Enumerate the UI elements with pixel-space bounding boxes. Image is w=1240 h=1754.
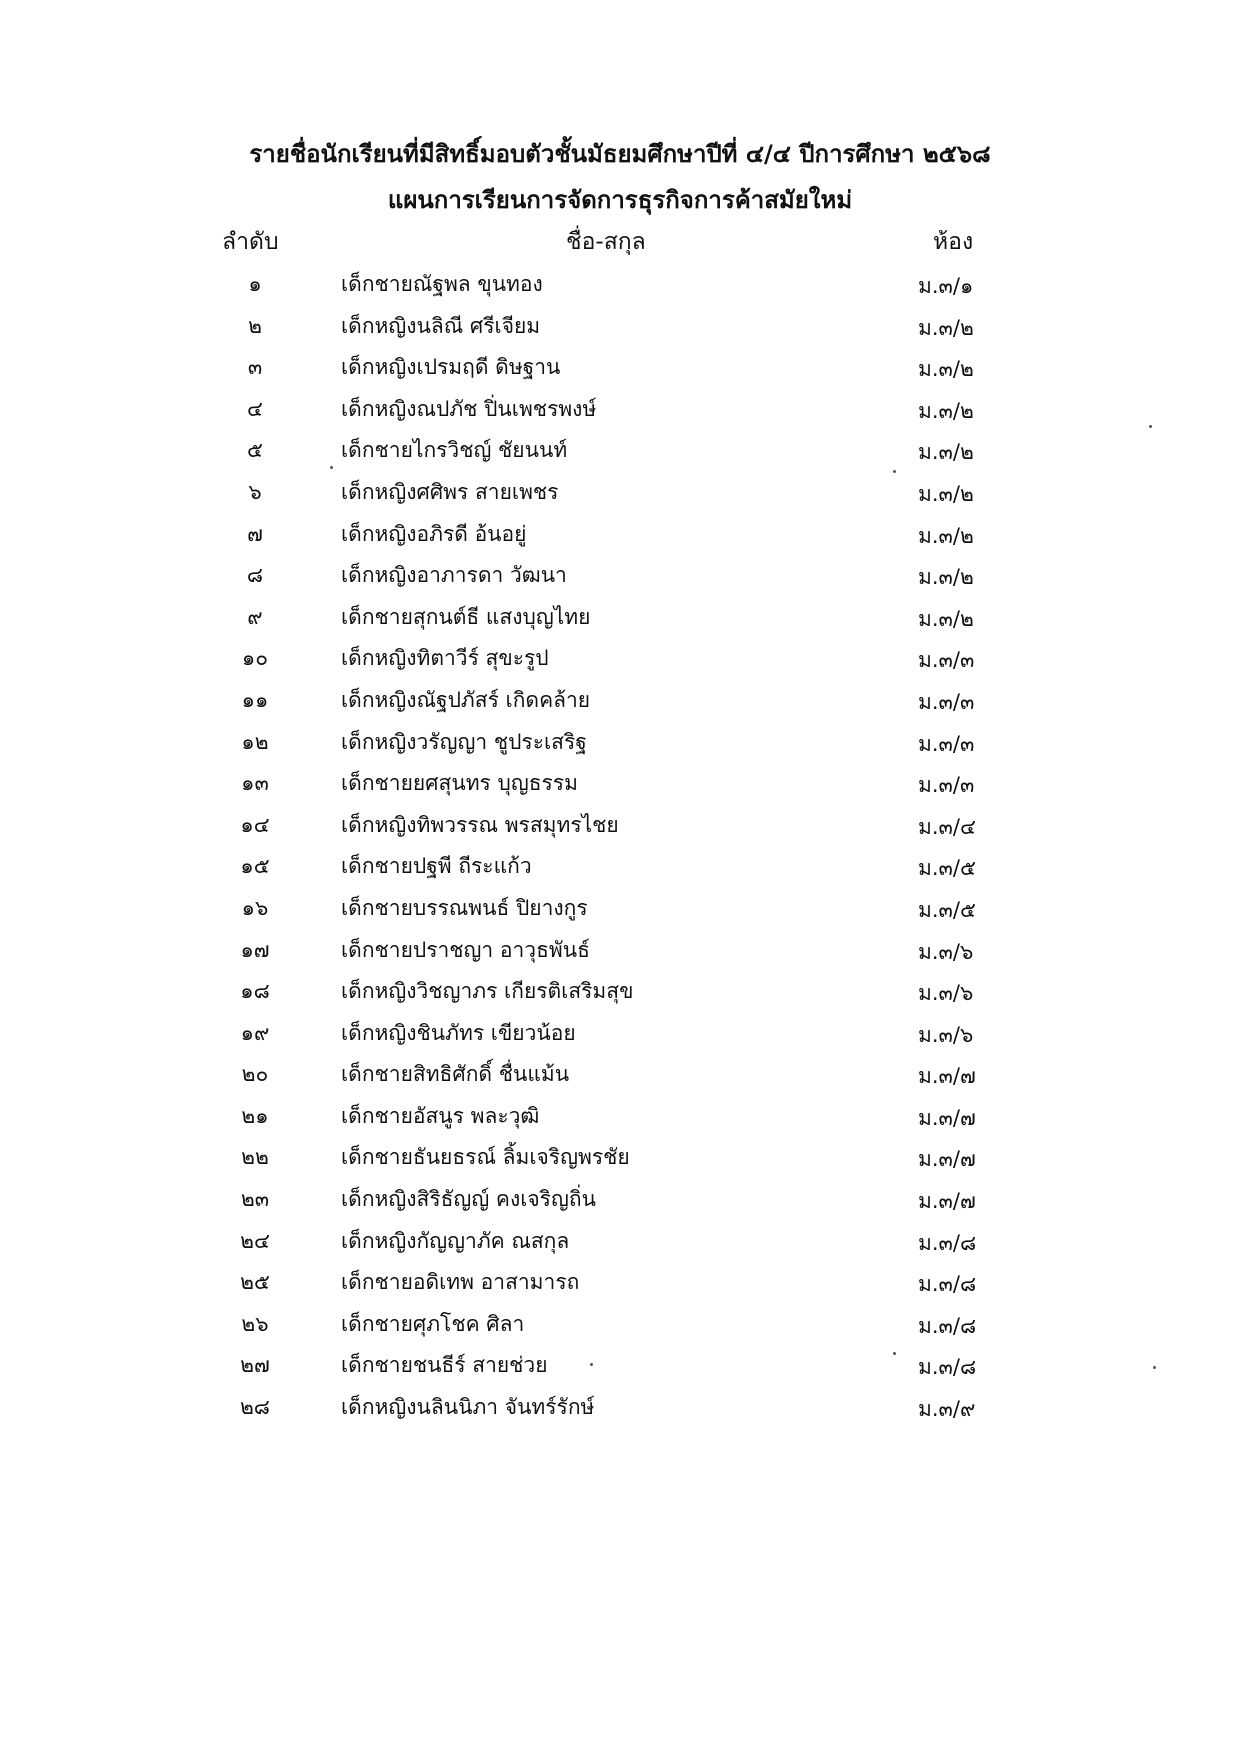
student-room: ม.๓/๔	[918, 814, 976, 839]
student-name: เด็กชายศุภโชค ศิลา	[341, 1311, 525, 1336]
student-name: เด็กหญิงทิตาวีร์ สุขะรูป	[341, 646, 549, 671]
student-number: ๑๓	[241, 771, 269, 796]
student-number: ๑๗	[240, 937, 270, 962]
student-room: ม.๓/๒	[918, 481, 974, 506]
student-number: ๑๘	[240, 979, 270, 1004]
student-name: เด็กหญิงกัญญาภัค ณสกุล	[341, 1228, 570, 1253]
student-name: เด็กหญิงสิริธัญญ์ คงเจริญถิ่น	[341, 1187, 596, 1212]
table-header	[0, 224, 1240, 258]
student-room: ม.๓/๖	[918, 1022, 974, 1047]
student-room: ม.๓/๓	[918, 773, 975, 798]
table-row	[0, 767, 1240, 809]
student-room: ม.๓/๒	[918, 565, 974, 590]
table-row	[0, 1308, 1240, 1350]
student-room: ม.๓/๕	[918, 856, 976, 881]
scan-speck	[1149, 425, 1152, 428]
table-row	[0, 892, 1240, 934]
table-row	[0, 518, 1240, 560]
table-row	[0, 1225, 1240, 1267]
student-number: ๑๖	[241, 895, 269, 920]
table-row	[0, 310, 1240, 352]
student-number: ๑๕	[240, 854, 270, 879]
student-name: เด็กหญิงณัฐปภัสร์ เกิดคล้าย	[341, 687, 591, 712]
student-room: ม.๓/๗	[918, 1189, 976, 1214]
table-row	[0, 1349, 1240, 1391]
document-title: รายชื่อนักเรียนที่มีสิทธิ์มอบตัวชั้นมัธยมศึกษาปีที่ ๔/๔ ปีการศึกษา ๒๕๖๘	[249, 140, 991, 168]
table-row	[0, 1100, 1240, 1142]
student-room: ม.๓/๗	[918, 1064, 976, 1089]
student-name: เด็กหญิงอภิรดี อ้นอยู่	[341, 521, 527, 546]
table-row	[0, 642, 1240, 684]
student-number: ๑๑	[241, 687, 269, 712]
student-number: ๔	[247, 396, 263, 421]
table-row	[0, 809, 1240, 851]
column-header-no: ลำดับ	[222, 229, 279, 255]
student-name: เด็กหญิงณปภัช ปิ่นเพชรพงษ์	[341, 396, 597, 421]
scan-speck	[893, 470, 896, 473]
student-room: ม.๓/๒	[918, 523, 974, 548]
student-number: ๒๗	[240, 1353, 270, 1378]
student-room: ม.๓/๕	[918, 897, 976, 922]
student-room: ม.๓/๘	[918, 1313, 977, 1338]
student-list	[0, 268, 1240, 1433]
scan-speck	[1153, 1366, 1156, 1369]
student-number: ๑๙	[240, 1020, 270, 1045]
table-row	[0, 1141, 1240, 1183]
student-name: เด็กหญิงวิชญาภร เกียรติเสริมสุข	[341, 979, 634, 1004]
student-room: ม.๓/๑	[918, 274, 974, 298]
student-name: เด็กชายชนธีร์ สายช่วย	[341, 1353, 548, 1378]
student-name: เด็กชายธันยธรณ์ ลิ้มเจริญพรชัย	[341, 1145, 630, 1170]
student-number: ๒	[248, 313, 262, 338]
table-row	[0, 1017, 1240, 1059]
student-name: เด็กหญิงเปรมฤดี ดิษฐาน	[341, 355, 561, 380]
table-row	[0, 559, 1240, 601]
table-row	[0, 1183, 1240, 1225]
student-name: เด็กชายสุกนต์ธี แสงบุญไทย	[341, 604, 591, 629]
student-name: เด็กหญิงศศิพร สายเพชร	[341, 479, 559, 504]
scan-speck	[893, 1352, 896, 1355]
table-row	[0, 726, 1240, 768]
student-name: เด็กชายณัฐพล ขุนทอง	[341, 272, 543, 296]
student-number: ๑๒	[241, 729, 269, 754]
student-name: เด็กชายไกรวิชญ์ ชัยนนท์	[341, 438, 568, 463]
student-number: ๒๖	[241, 1311, 269, 1336]
column-header-room: ห้อง	[933, 229, 974, 255]
student-room: ม.๓/๘	[918, 1272, 977, 1297]
student-name: เด็กหญิงนลิณี ศรีเจียม	[341, 313, 541, 338]
student-number: ๙	[247, 604, 263, 629]
student-number: ๑	[248, 272, 262, 296]
table-row	[0, 351, 1240, 393]
student-room: ม.๓/๙	[918, 1397, 976, 1422]
student-room: ม.๓/๒	[918, 357, 974, 382]
student-number: ๒๘	[239, 1395, 271, 1420]
student-number: ๒๒	[241, 1145, 269, 1170]
student-room: ม.๓/๖	[918, 939, 974, 964]
table-row	[0, 434, 1240, 476]
table-row	[0, 1266, 1240, 1308]
student-room: ม.๓/๗	[918, 1147, 976, 1172]
student-name: เด็กชายปฐพี ถีระแก้ว	[341, 854, 532, 879]
table-row	[0, 268, 1240, 310]
table-row	[0, 975, 1240, 1017]
scan-speck	[590, 1363, 593, 1366]
table-row	[0, 601, 1240, 643]
table-row	[0, 1058, 1240, 1100]
student-room: ม.๓/๓	[918, 731, 975, 756]
student-room: ม.๓/๘	[918, 1230, 977, 1255]
student-number: ๒๑	[241, 1103, 269, 1128]
document-subtitle: แผนการเรียนการจัดการธุรกิจการค้าสมัยใหม่	[387, 186, 853, 214]
student-number: ๗	[247, 521, 263, 546]
scan-speck	[330, 466, 333, 469]
student-number: ๕	[247, 438, 263, 463]
student-name: เด็กชายบรรณพนธ์ ปิยางกูร	[341, 895, 588, 920]
table-row	[0, 934, 1240, 976]
student-room: ม.๓/๓	[918, 648, 975, 673]
student-number: ๑๔	[240, 812, 270, 837]
student-number: ๒๓	[240, 1187, 270, 1212]
student-name: เด็กชายยศสุนทร บุญธรรม	[341, 771, 578, 796]
column-header-name: ชื่อ-สกุล	[566, 229, 646, 255]
student-number: ๒๔	[240, 1228, 270, 1253]
student-name: เด็กหญิงอาภารดา วัฒนา	[341, 563, 567, 588]
student-number: ๒๐	[241, 1062, 269, 1087]
table-row	[0, 850, 1240, 892]
student-name: เด็กชายอดิเทพ อาสามารถ	[341, 1270, 580, 1295]
table-row	[0, 1391, 1240, 1433]
student-number: ๖	[248, 479, 262, 504]
student-room: ม.๓/๒	[918, 440, 974, 465]
student-name: เด็กชายอัสนูร พละวุฒิ	[341, 1103, 540, 1128]
student-room: ม.๓/๒	[918, 606, 974, 631]
student-number: ๓	[247, 355, 263, 380]
student-room: ม.๓/๘	[918, 1355, 977, 1380]
student-room: ม.๓/๗	[918, 1105, 976, 1130]
student-name: เด็กหญิงวรัญญา ชูประเสริฐ	[341, 729, 587, 754]
student-room: ม.๓/๒	[918, 398, 974, 423]
student-number: ๑๐	[241, 646, 269, 671]
student-room: ม.๓/๓	[918, 689, 975, 714]
table-row	[0, 476, 1240, 518]
student-number: ๒๕	[240, 1270, 270, 1295]
student-number: ๘	[246, 563, 264, 588]
student-room: ม.๓/๒	[918, 315, 974, 340]
student-name: เด็กชายสิทธิศักดิ์ ชื่นแม้น	[341, 1062, 570, 1087]
student-name: เด็กหญิงนลินนิภา จันทร์รักษ์	[341, 1395, 595, 1420]
table-row	[0, 684, 1240, 726]
student-room: ม.๓/๖	[918, 981, 974, 1006]
student-name: เด็กชายปราชญา อาวุธพันธ์	[341, 937, 590, 962]
table-row	[0, 393, 1240, 435]
student-name: เด็กหญิงชินภัทร เขียวน้อย	[341, 1020, 576, 1045]
student-name: เด็กหญิงทิพวรรณ พรสมุทรไชย	[341, 812, 619, 837]
